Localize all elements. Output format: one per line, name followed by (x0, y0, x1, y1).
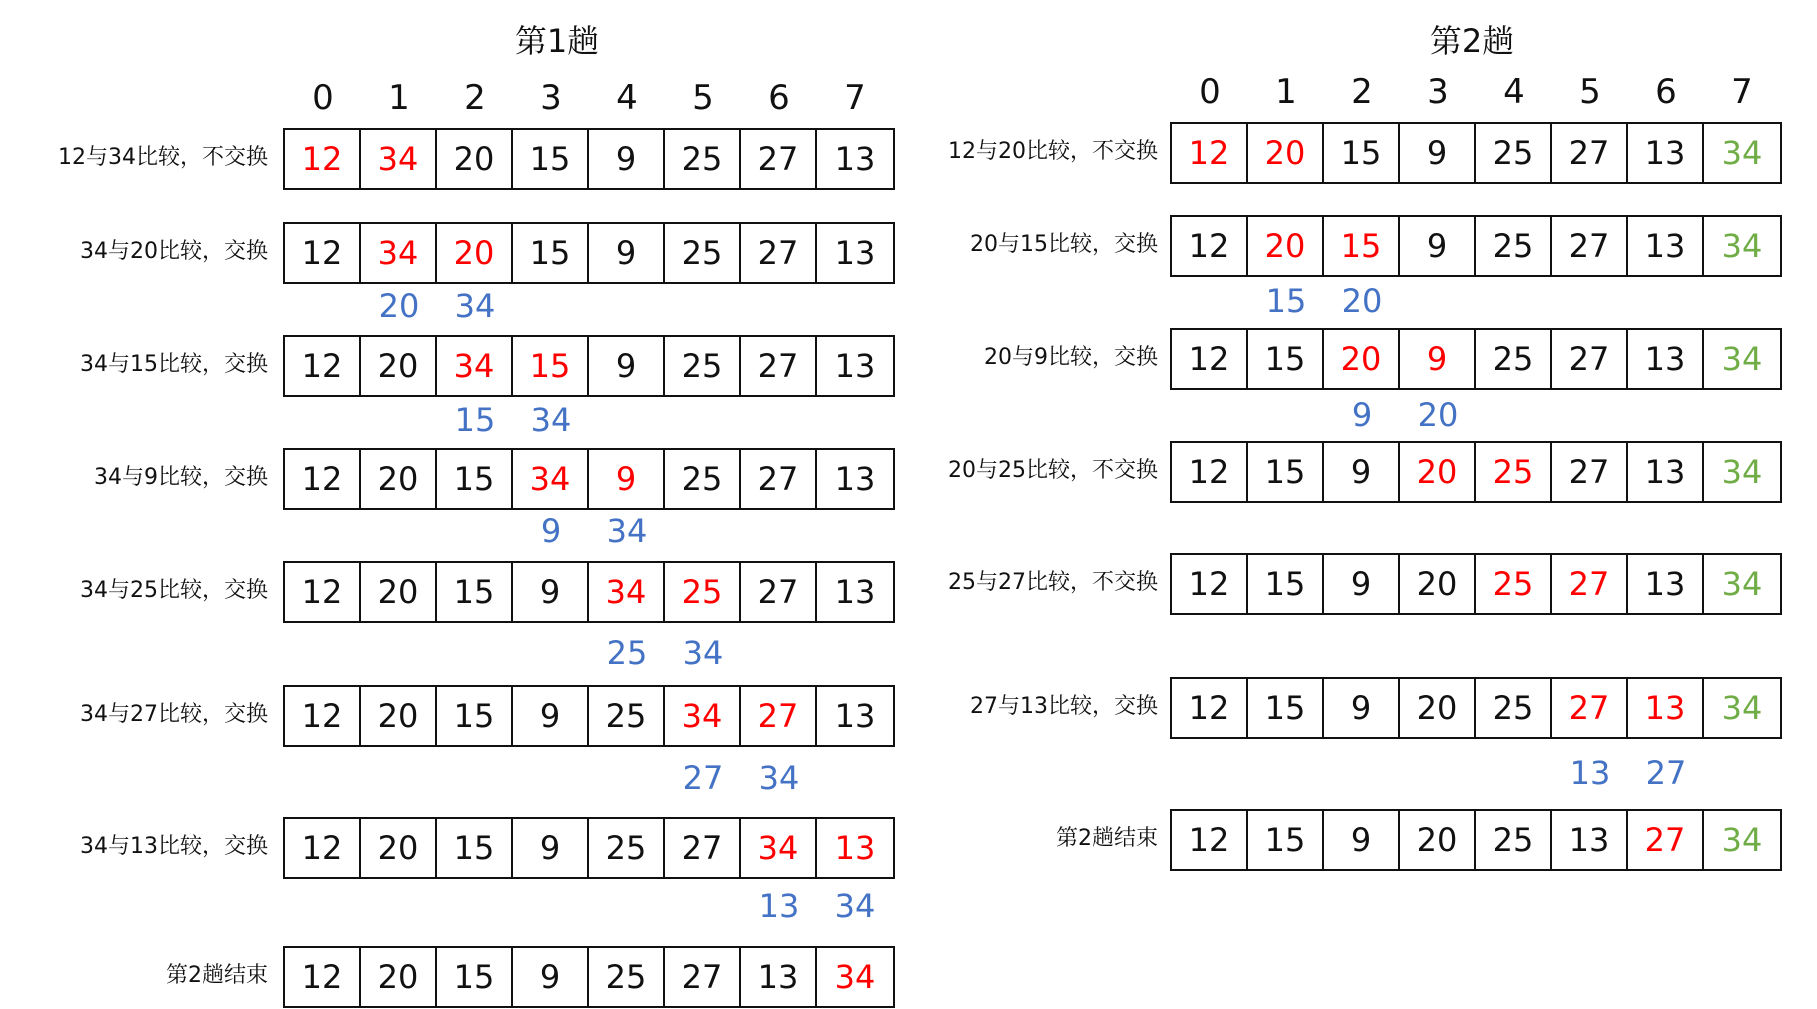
array-cell: 20 (361, 948, 437, 1006)
array-cell: 20 (361, 450, 437, 508)
array-cell: 27 (741, 687, 817, 745)
array-cell: 34 (437, 337, 513, 395)
array-row (1170, 677, 1782, 739)
array-cell: 9 (1324, 679, 1400, 737)
swap-result-value: 27 (682, 759, 724, 797)
array-cell: 27 (1552, 217, 1628, 275)
index-label: 7 (1731, 72, 1753, 112)
array-row (283, 335, 895, 397)
array-row (283, 817, 895, 879)
array-cell: 25 (665, 224, 741, 282)
array-cell: 27 (1552, 124, 1628, 182)
array-cell: 13 (834, 347, 876, 385)
array-cell: 25 (589, 687, 665, 745)
array-cell: 15 (1248, 330, 1324, 388)
array-cell: 34 (513, 450, 589, 508)
array-cell: 34 (361, 130, 437, 188)
array-cell: 27 (741, 224, 817, 282)
array-cell: 12 (285, 819, 361, 877)
swap-result-value: 34 (834, 887, 876, 925)
array-cell: 34 (1721, 340, 1763, 378)
step-label: 20与9比较，交换 (984, 345, 1158, 370)
array-cell: 25 (589, 948, 665, 1006)
array-cell: 15 (1248, 555, 1324, 613)
array-cell: 25 (665, 130, 741, 188)
array-cell: 13 (1628, 679, 1704, 737)
array-cell: 12 (285, 687, 361, 745)
array-cell: 34 (1721, 134, 1763, 172)
array-row (283, 222, 895, 284)
array-row (1170, 328, 1782, 390)
array-cell: 20 (361, 563, 437, 621)
array-cell: 34 (1721, 453, 1763, 491)
array-cell: 27 (1552, 679, 1628, 737)
array-cell: 34 (665, 687, 741, 745)
array-cell: 15 (513, 337, 589, 395)
array-cell: 12 (1172, 679, 1248, 737)
index-label: 3 (540, 78, 562, 118)
index-label: 2 (464, 78, 486, 118)
swap-result-value: 25 (606, 634, 648, 672)
array-cell: 20 (1400, 555, 1476, 613)
array-cell: 12 (285, 224, 361, 282)
array-cell: 9 (513, 563, 589, 621)
index-label: 5 (1579, 72, 1601, 112)
array-cell: 12 (285, 948, 361, 1006)
array-cell: 13 (741, 948, 817, 1006)
array-cell: 9 (589, 337, 665, 395)
array-cell: 13 (1628, 217, 1704, 275)
array-row (283, 561, 895, 623)
array-cell: 13 (834, 234, 876, 272)
index-label: 7 (844, 78, 866, 118)
array-cell: 34 (589, 563, 665, 621)
step-label: 34与9比较，交换 (94, 465, 268, 490)
array-cell: 34 (1721, 821, 1763, 859)
array-cell: 27 (741, 337, 817, 395)
array-cell: 15 (1248, 679, 1324, 737)
step-label: 12与34比较，不交换 (58, 145, 268, 170)
step-label: 34与27比较，交换 (80, 702, 268, 727)
array-cell: 15 (513, 130, 589, 188)
array-cell: 15 (1248, 443, 1324, 501)
swap-result-value: 34 (682, 634, 724, 672)
array-cell: 20 (437, 224, 513, 282)
array-cell: 20 (1248, 217, 1324, 275)
index-label: 5 (692, 78, 714, 118)
array-cell: 13 (834, 697, 876, 735)
swap-result-value: 20 (378, 287, 420, 325)
step-label: 20与25比较，不交换 (948, 458, 1158, 483)
step-label: 34与20比较，交换 (80, 239, 268, 264)
swap-result-value: 15 (1265, 282, 1307, 320)
array-cell: 27 (741, 563, 817, 621)
array-cell: 13 (1628, 555, 1704, 613)
swap-result-value: 20 (1417, 396, 1459, 434)
array-cell: 15 (1324, 124, 1400, 182)
array-cell: 13 (834, 140, 876, 178)
index-label: 6 (1655, 72, 1677, 112)
index-label: 1 (388, 78, 410, 118)
array-cell: 20 (361, 819, 437, 877)
array-cell: 9 (1324, 555, 1400, 613)
step-label: 34与25比较，交换 (80, 578, 268, 603)
index-label: 4 (616, 78, 638, 118)
array-cell: 25 (665, 563, 741, 621)
array-cell: 25 (1476, 217, 1552, 275)
swap-result-value: 34 (454, 287, 496, 325)
array-cell: 34 (1721, 227, 1763, 265)
array-cell: 9 (513, 819, 589, 877)
swap-result-value: 34 (606, 512, 648, 550)
array-cell: 20 (1248, 124, 1324, 182)
array-cell: 27 (665, 819, 741, 877)
array-cell: 15 (437, 563, 513, 621)
array-cell: 9 (1324, 811, 1400, 869)
array-cell: 9 (513, 687, 589, 745)
array-cell: 9 (589, 224, 665, 282)
array-cell: 15 (1248, 811, 1324, 869)
array-cell: 13 (1628, 124, 1704, 182)
array-cell: 12 (1172, 330, 1248, 388)
swap-result-value: 34 (758, 759, 800, 797)
array-cell: 27 (741, 130, 817, 188)
array-row (283, 685, 895, 747)
array-cell: 25 (1476, 443, 1552, 501)
array-row (1170, 441, 1782, 503)
array-cell: 13 (834, 573, 876, 611)
array-cell: 34 (1721, 689, 1763, 727)
array-row (283, 946, 895, 1008)
array-cell: 9 (1400, 330, 1476, 388)
array-cell: 13 (1628, 443, 1704, 501)
index-label: 2 (1351, 72, 1373, 112)
array-cell: 34 (1721, 565, 1763, 603)
array-cell: 9 (513, 948, 589, 1006)
step-label: 34与15比较，交换 (80, 352, 268, 377)
array-cell: 9 (1324, 443, 1400, 501)
swap-result-value: 27 (1645, 754, 1687, 792)
array-cell: 12 (285, 337, 361, 395)
array-cell: 13 (1628, 330, 1704, 388)
array-cell: 25 (1476, 124, 1552, 182)
array-cell: 12 (1172, 811, 1248, 869)
array-cell: 34 (361, 224, 437, 282)
array-cell: 25 (589, 819, 665, 877)
array-cell: 25 (665, 450, 741, 508)
index-label: 1 (1275, 72, 1297, 112)
array-cell: 13 (834, 829, 876, 867)
array-cell: 12 (1172, 443, 1248, 501)
array-cell: 34 (741, 819, 817, 877)
pass-title: 第2趟 (1429, 22, 1515, 60)
step-label: 第2趟结束 (166, 963, 268, 988)
array-cell: 12 (285, 450, 361, 508)
array-cell: 20 (361, 687, 437, 745)
swap-result-value: 9 (540, 512, 562, 550)
array-cell: 12 (1172, 555, 1248, 613)
array-cell: 20 (361, 337, 437, 395)
array-cell: 15 (437, 450, 513, 508)
array-cell: 20 (437, 130, 513, 188)
array-cell: 27 (1628, 811, 1704, 869)
step-label: 20与15比较，交换 (970, 232, 1158, 257)
swap-result-value: 34 (530, 401, 572, 439)
array-cell: 12 (285, 130, 361, 188)
swap-result-value: 9 (1351, 396, 1373, 434)
index-label: 3 (1427, 72, 1449, 112)
swap-result-value: 20 (1341, 282, 1383, 320)
array-cell: 15 (437, 687, 513, 745)
swap-result-value: 13 (758, 887, 800, 925)
array-cell: 25 (1476, 679, 1552, 737)
array-cell: 20 (1400, 811, 1476, 869)
array-row (283, 128, 895, 190)
array-cell: 27 (1552, 555, 1628, 613)
array-cell: 27 (1552, 443, 1628, 501)
index-label: 0 (312, 78, 334, 118)
index-label: 4 (1503, 72, 1525, 112)
array-cell: 9 (589, 450, 665, 508)
pass-title: 第1趟 (514, 22, 600, 60)
array-cell: 25 (1476, 555, 1552, 613)
index-label: 0 (1199, 72, 1221, 112)
array-cell: 12 (1172, 124, 1248, 182)
array-cell: 15 (437, 819, 513, 877)
step-label: 25与27比较，不交换 (948, 570, 1158, 595)
array-cell: 25 (665, 337, 741, 395)
index-label: 6 (768, 78, 790, 118)
array-row (1170, 215, 1782, 277)
array-cell: 13 (834, 460, 876, 498)
array-cell: 27 (665, 948, 741, 1006)
array-cell: 20 (1400, 679, 1476, 737)
array-cell: 27 (1552, 330, 1628, 388)
array-cell: 25 (1476, 330, 1552, 388)
array-row (1170, 122, 1782, 184)
step-label: 第2趟结束 (1056, 826, 1158, 851)
array-cell: 13 (1552, 811, 1628, 869)
array-cell: 9 (589, 130, 665, 188)
array-cell: 12 (1172, 217, 1248, 275)
swap-result-value: 15 (454, 401, 496, 439)
array-cell: 20 (1400, 443, 1476, 501)
step-label: 12与20比较，不交换 (948, 139, 1158, 164)
array-cell: 34 (834, 958, 876, 996)
array-cell: 20 (1324, 330, 1400, 388)
array-cell: 15 (437, 948, 513, 1006)
step-label: 27与13比较，交换 (970, 694, 1158, 719)
array-row (1170, 809, 1782, 871)
array-cell: 9 (1400, 124, 1476, 182)
step-label: 34与13比较，交换 (80, 834, 268, 859)
array-cell: 15 (1324, 217, 1400, 275)
array-row (283, 448, 895, 510)
array-cell: 25 (1476, 811, 1552, 869)
array-cell: 27 (741, 450, 817, 508)
array-cell: 12 (285, 563, 361, 621)
swap-result-value: 13 (1569, 754, 1611, 792)
array-cell: 15 (513, 224, 589, 282)
array-row (1170, 553, 1782, 615)
array-cell: 9 (1400, 217, 1476, 275)
